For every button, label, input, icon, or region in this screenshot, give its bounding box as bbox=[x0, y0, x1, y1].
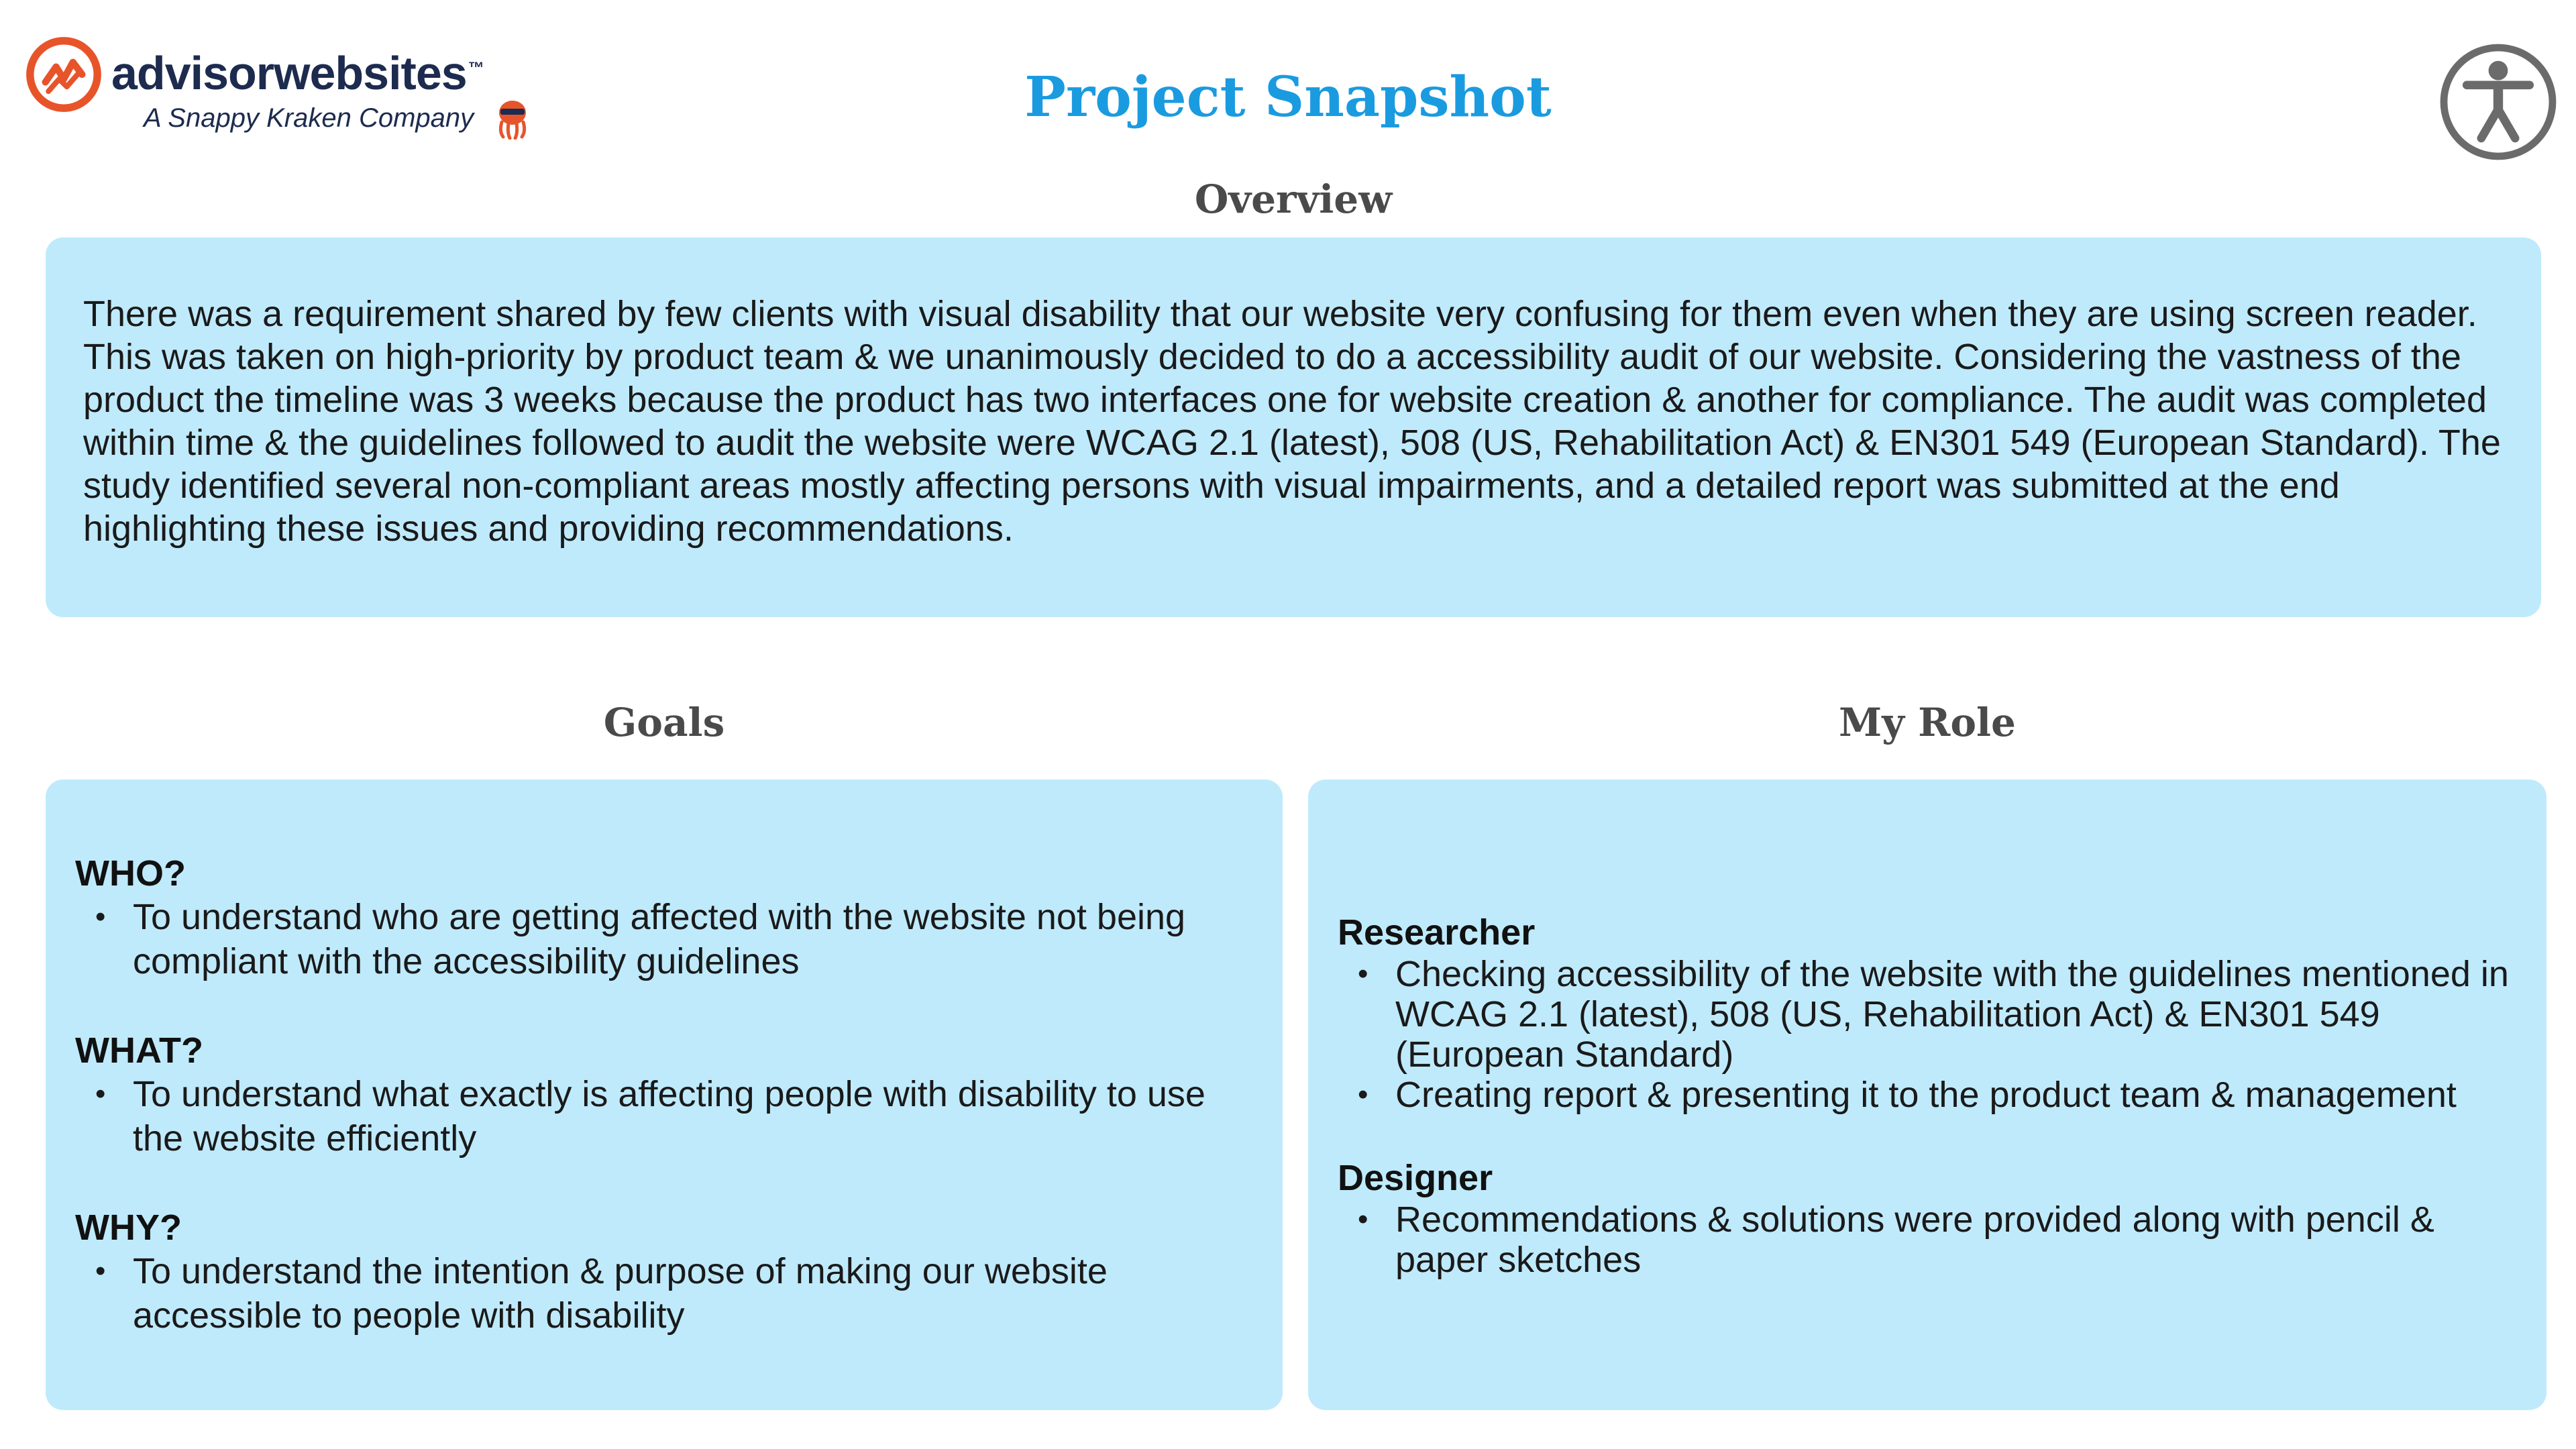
list-item-text: Recommendations & solutions were provided along with pencil & paper sketches bbox=[1395, 1199, 2434, 1280]
goal-bullet-list bbox=[75, 1072, 1253, 1161]
overview-heading: Overview bbox=[1194, 176, 1393, 222]
bullet-icon: • bbox=[95, 900, 106, 933]
overview-text: There was a requirement shared by few clients with visual disability that our website very confusing for them even when they are using screen reader. This was taken on high-priority by product team & we unanimously decided to do a accessibility audit of our website. Considering the vastness of the product the timeline was 3 weeks because the product has two interfaces one for website creation & another for compliance. The audit was completed within time & the guidelines followed to audit the website were WCAG 2.1 (latest), 508 (US, Rehabilitation Act) & EN301 549 (European Standard). The study identified several non-compliant areas mostly affecting persons with visual impairments, and a detailed report was submitted at the end highlighting these issues and providing recommendations. bbox=[83, 294, 2501, 549]
role-label: Researcher bbox=[1338, 912, 1536, 953]
bullet-icon: • bbox=[95, 1077, 106, 1110]
role-label: Designer bbox=[1338, 1158, 1493, 1198]
list-item bbox=[75, 1072, 1253, 1161]
goal-label: WHY? bbox=[75, 1208, 182, 1248]
bullet-icon: • bbox=[1358, 1203, 1368, 1236]
list-item-text: To understand what exactly is affecting people with disability to use the website efficiently bbox=[133, 1074, 1205, 1159]
list-item-text: To understand who are getting affected with the website not being compliant with the accessibility guidelines bbox=[133, 897, 1186, 981]
logo-wordmark: advisorwebsites™ bbox=[111, 47, 484, 99]
bullet-icon: • bbox=[1358, 957, 1368, 990]
goal-what bbox=[75, 1029, 1253, 1161]
role-bullet-list bbox=[1338, 954, 2517, 1115]
list-item bbox=[75, 1249, 1253, 1338]
bullet-icon: • bbox=[95, 1254, 106, 1287]
role-researcher bbox=[1338, 911, 2517, 1115]
logo-tagline: A Snappy Kraken Company bbox=[144, 103, 474, 133]
goals-heading: Goals bbox=[603, 700, 725, 745]
accessibility-icon[interactable] bbox=[2438, 42, 2559, 162]
my-role-heading: My Role bbox=[1839, 700, 2016, 745]
list-item-text: To understand the intention & purpose of making our website accessible to people with disability bbox=[133, 1251, 1108, 1336]
list-item bbox=[1338, 1075, 2517, 1115]
goal-label: WHAT? bbox=[75, 1030, 203, 1071]
overview-card bbox=[46, 237, 2541, 617]
list-item-text: Creating report & presenting it to the product team & management bbox=[1395, 1075, 2457, 1115]
my-role-card bbox=[1308, 780, 2546, 1410]
list-item bbox=[1338, 954, 2517, 1075]
goal-bullet-list bbox=[75, 1249, 1253, 1338]
goal-label: WHO? bbox=[75, 853, 186, 894]
list-item bbox=[75, 895, 1253, 983]
list-item-text: Checking accessibility of the website with the guidelines mentioned in WCAG 2.1 (latest), 508 (US, Rehabilitation Act) & EN301 549 (European Standard) bbox=[1395, 954, 2509, 1075]
list-item bbox=[1338, 1199, 2517, 1280]
page-title: Project Snapshot bbox=[1024, 65, 1552, 129]
trademark-symbol: ™ bbox=[468, 58, 484, 77]
bullet-icon: • bbox=[1358, 1078, 1368, 1111]
goal-who bbox=[75, 852, 1253, 983]
goals-card bbox=[46, 780, 1283, 1410]
role-bullet-list bbox=[1338, 1199, 2517, 1280]
goal-bullet-list bbox=[75, 895, 1253, 983]
goal-why bbox=[75, 1206, 1253, 1338]
role-designer bbox=[1338, 1157, 2517, 1280]
